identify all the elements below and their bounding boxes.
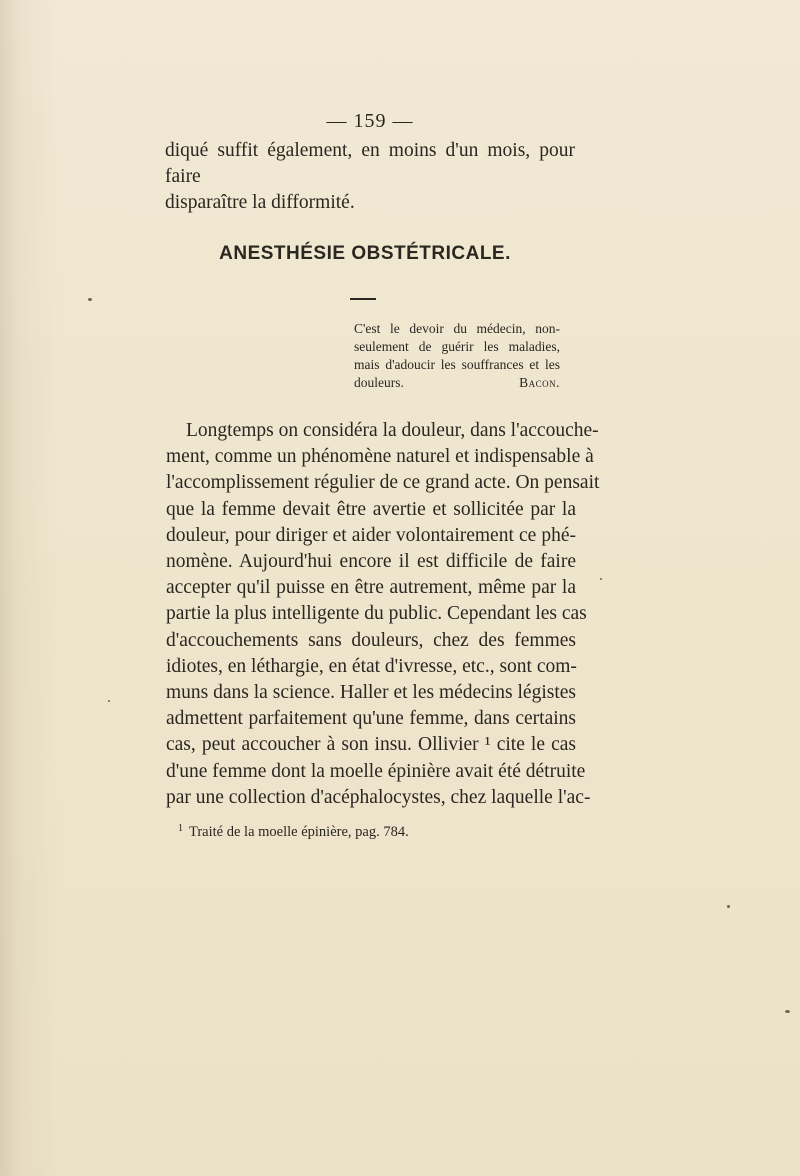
footnote-marker: 1 <box>178 823 183 834</box>
body-line: cas, peut accoucher à son insu. Ollivier ¹ cite le cas <box>166 734 576 756</box>
body-line: partie la plus intelligente du public. Cependant les cas <box>166 603 587 625</box>
paper-speck <box>600 578 602 580</box>
body-line: idiotes, en léthargie, en état d'ivresse, etc., sont com- <box>166 655 577 677</box>
body-line: par une collection d'acéphalocystes, chez laquelle l'ac- <box>166 786 591 808</box>
main-paragraph <box>166 418 600 811</box>
body-line: douleur, pour diriger et aider volontairement ce phé- <box>166 524 576 546</box>
body-line: l'accomplissement régulier de ce grand acte. On pensait <box>166 472 600 494</box>
body-line: d'accouchements sans douleurs, chez des femmes <box>166 629 576 651</box>
section-title: ANESTHÉSIE OBSTÉTRICALE. <box>219 243 511 264</box>
footnote <box>178 823 558 841</box>
section-rule <box>350 298 376 300</box>
epigraph-quote: C'est le devoir du médecin, non-seulement de guérir les maladies, mais d'adoucir les souffrances et les douleurs. <box>354 321 560 390</box>
body-line: nomène. Aujourd'hui encore il est difficile de faire <box>166 551 576 573</box>
epigraph-author: Bacon. <box>519 375 560 390</box>
body-line: muns dans la science. Haller et les médecins légistes <box>166 682 576 704</box>
body-line: que la femme devait être avertie et sollicitée par la <box>166 498 576 520</box>
opening-line: disparaître la difformité. <box>165 192 355 213</box>
body-line: ment, comme un phénomène naturel et indispensable à <box>166 446 594 468</box>
body-line: admettent parfaitement qu'une femme, dans certains <box>166 708 576 730</box>
paper-speck <box>785 1010 790 1013</box>
opening-line: diqué suffit également, en moins d'un mois, pour faire <box>165 140 575 187</box>
body-line: Longtemps on considéra la douleur, dans l'accouche- <box>186 420 599 441</box>
epigraph <box>354 320 560 392</box>
page-number: — 159 — <box>326 110 414 132</box>
footnote-text: Traité de la moelle épinière, pag. 784. <box>189 824 409 840</box>
opening-paragraph <box>165 138 575 216</box>
body-line: accepter qu'il puisse en être autrement, même par la <box>166 577 576 599</box>
paper-speck <box>88 298 92 301</box>
paper-speck <box>727 905 730 908</box>
body-line: d'une femme dont la moelle épinière avait été détruite <box>166 760 586 782</box>
paper-speck <box>108 700 110 702</box>
